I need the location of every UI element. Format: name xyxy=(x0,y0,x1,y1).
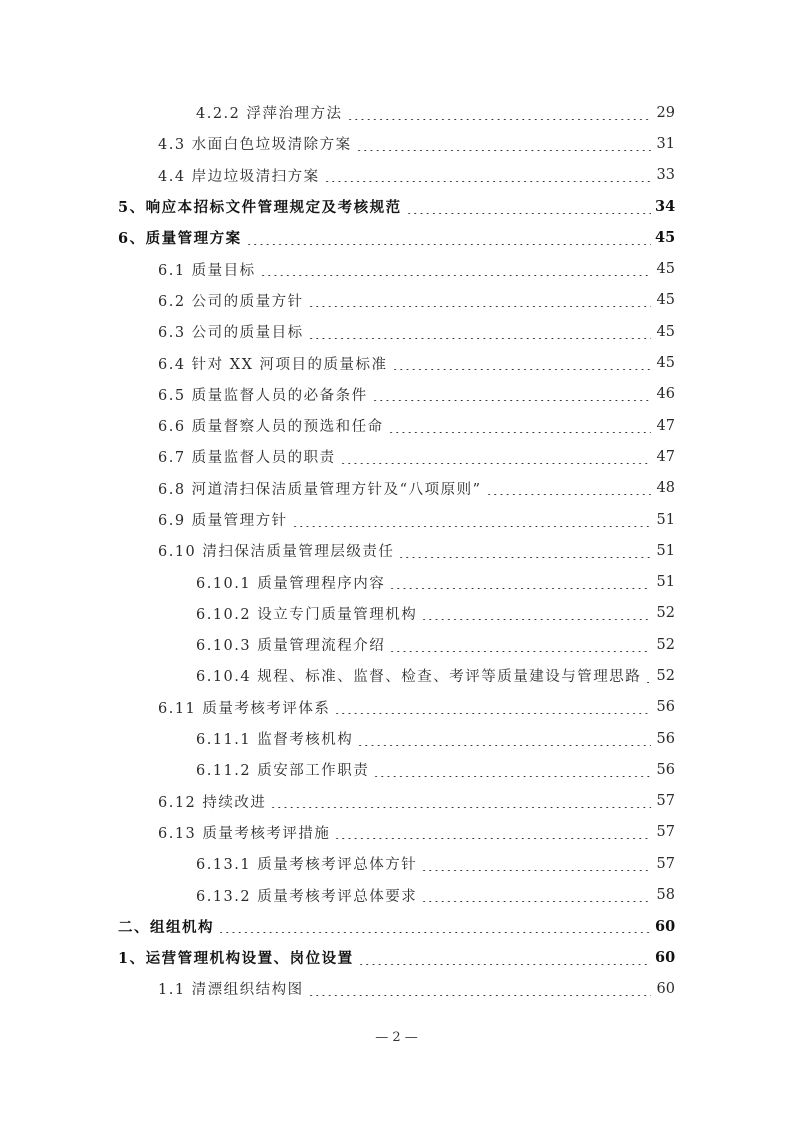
dot-leader xyxy=(308,293,651,307)
dot-leader xyxy=(388,419,651,433)
toc-entry-page: 34 xyxy=(655,198,676,216)
toc-entry-title: 6.13 质量考核考评措施 xyxy=(158,825,331,842)
toc-entry-page: 48 xyxy=(656,480,675,497)
toc-entry-page: 60 xyxy=(656,980,675,997)
dot-leader xyxy=(373,763,651,777)
dot-leader xyxy=(347,106,651,120)
toc-entry-title: 6.1 质量目标 xyxy=(158,262,256,279)
dot-leader xyxy=(406,200,651,214)
toc-entry-page: 57 xyxy=(656,824,675,841)
toc-entry[interactable] xyxy=(0,316,793,347)
toc-entry-title: 6.13.2 质量考核考评总体要求 xyxy=(196,888,418,905)
toc-entry-title: 6.7 质量监督人员的职责 xyxy=(158,450,336,467)
dot-leader xyxy=(308,982,651,996)
toc-entry-page: 52 xyxy=(656,667,675,684)
toc-entry-title: 6.10.3 质量管理流程介绍 xyxy=(196,638,386,655)
dot-leader xyxy=(486,481,652,495)
toc-entry-page: 60 xyxy=(655,949,676,967)
dot-leader xyxy=(270,794,651,808)
toc-entry-title: 5、响应本招标文件管理规定及考核规范 xyxy=(118,199,402,217)
toc-entry[interactable] xyxy=(0,848,793,879)
toc-entry[interactable] xyxy=(0,128,793,159)
toc-entry[interactable] xyxy=(0,660,793,691)
page-number: — 2 — xyxy=(375,1030,418,1045)
dot-leader xyxy=(372,387,651,401)
toc-entry[interactable] xyxy=(0,347,793,378)
toc-entry[interactable] xyxy=(0,535,793,566)
toc-entry-page: 51 xyxy=(656,542,675,559)
toc-entry[interactable] xyxy=(0,160,793,191)
toc-entry-page: 45 xyxy=(656,323,675,340)
dot-leader xyxy=(389,638,651,652)
toc-entry-page: 57 xyxy=(656,855,675,872)
toc-entry-page: 46 xyxy=(656,386,675,403)
toc-entry-page: 45 xyxy=(656,261,675,278)
dot-leader xyxy=(357,732,651,746)
toc-entry-title: 二、组组机构 xyxy=(118,918,214,936)
toc-entry-title: 6.10.1 质量管理程序内容 xyxy=(196,575,386,592)
toc-entry[interactable] xyxy=(0,222,793,253)
toc-entry[interactable] xyxy=(0,379,793,410)
dot-leader xyxy=(260,262,651,276)
toc-entry-title: 6.9 质量管理方针 xyxy=(158,513,288,529)
toc-entry[interactable] xyxy=(0,942,793,973)
dot-leader xyxy=(645,669,651,683)
toc-entry-title: 4.3 水面白色垃圾清除方案 xyxy=(158,137,352,154)
toc-entry-page: 45 xyxy=(655,229,676,247)
toc-entry-title: 6.10.2 设立专门质量管理机构 xyxy=(196,606,418,623)
toc-entry-title: 6.12 持续改进 xyxy=(158,794,267,811)
toc-entry-title: 1、运营管理机构设置、岗位设置 xyxy=(118,950,354,968)
dot-leader xyxy=(292,513,651,527)
toc-entry[interactable] xyxy=(0,786,793,817)
toc-entry-page: 47 xyxy=(656,448,675,465)
toc-entry[interactable] xyxy=(0,410,793,441)
toc-entry-page: 60 xyxy=(655,917,676,935)
toc-entry-page: 31 xyxy=(656,135,675,152)
toc-entry-title: 4.4 岸边垃圾清扫方案 xyxy=(158,168,320,185)
dot-leader xyxy=(358,951,651,965)
toc-entry-title: 6.6 质量督察人员的预选和任命 xyxy=(158,419,384,436)
toc-entry-title: 6.13.1 质量考核考评总体方针 xyxy=(196,857,418,874)
dot-leader xyxy=(421,888,651,902)
toc-entry-page: 29 xyxy=(656,104,675,121)
toc-entry-page: 47 xyxy=(656,417,675,434)
toc-entry[interactable] xyxy=(0,253,793,284)
toc-entry-page: 52 xyxy=(656,605,675,622)
toc-entry-title: 6.4 针对 XX 河项目的质量标准 xyxy=(158,356,388,373)
toc-entry[interactable] xyxy=(0,441,793,472)
dot-leader xyxy=(340,450,651,464)
toc-entry-title: 4.2.2 浮萍治理方法 xyxy=(196,106,343,123)
toc-entry[interactable] xyxy=(0,973,793,1004)
toc-entry[interactable] xyxy=(0,285,793,316)
toc-entry-title: 1.1 清漂组织结构图 xyxy=(158,982,304,999)
toc-entry-page: 56 xyxy=(656,761,675,778)
toc-entry-title: 6.11 质量考核考评体系 xyxy=(158,700,331,717)
toc-entry-page: 33 xyxy=(656,167,675,184)
dot-leader xyxy=(324,168,651,182)
toc-entry-title: 6.10 清扫保洁质量管理层级责任 xyxy=(158,544,395,561)
dot-leader xyxy=(334,825,651,839)
toc-entry[interactable] xyxy=(0,817,793,848)
toc-entry-title: 6.11.2 质安部工作职责 xyxy=(196,763,370,780)
toc-entry-page: 52 xyxy=(656,636,675,653)
dot-leader xyxy=(308,325,651,339)
toc-entry[interactable] xyxy=(0,598,793,629)
toc-entry[interactable] xyxy=(0,191,793,222)
toc-entry-title: 6.11.1 监督考核机构 xyxy=(196,732,354,749)
toc-entry-title: 6.3 公司的质量目标 xyxy=(158,325,304,342)
toc-entry[interactable] xyxy=(0,723,793,754)
dot-leader xyxy=(218,919,651,933)
toc-entry[interactable] xyxy=(0,566,793,597)
dot-leader xyxy=(392,356,651,370)
dot-leader xyxy=(398,544,651,558)
toc-entry[interactable] xyxy=(0,879,793,910)
toc-entry-page: 58 xyxy=(656,887,675,904)
toc-entry-page: 45 xyxy=(656,292,675,309)
dot-leader xyxy=(389,575,651,589)
dot-leader xyxy=(246,231,651,245)
toc-entry[interactable] xyxy=(0,473,793,504)
toc-entry-title: 6、质量管理方案 xyxy=(118,230,242,248)
dot-leader xyxy=(356,137,651,151)
toc-entry-page: 56 xyxy=(656,730,675,747)
toc-entry-title: 6.5 质量监督人员的必备条件 xyxy=(158,387,368,404)
toc-entry[interactable] xyxy=(0,911,793,942)
toc-entry-title: 6.10.4 规程、标准、监督、检查、考评等质量建设与管理思路 xyxy=(196,669,642,686)
toc-entry-page: 51 xyxy=(656,511,675,528)
toc-entry[interactable] xyxy=(0,754,793,785)
toc-entry-title: 6.8 河道清扫保洁质量管理方针及“八项原则” xyxy=(158,481,482,498)
toc-entry[interactable] xyxy=(0,692,793,723)
toc-entry-page: 56 xyxy=(656,699,675,716)
toc-entry[interactable] xyxy=(0,504,793,535)
toc-entry[interactable] xyxy=(0,629,793,660)
toc-entry-title: 6.2 公司的质量方针 xyxy=(158,293,304,310)
toc-entry[interactable] xyxy=(0,97,793,128)
toc-entry-page: 45 xyxy=(656,355,675,372)
toc-entry-page: 51 xyxy=(656,574,675,591)
dot-leader xyxy=(421,857,651,871)
toc-entry-page: 57 xyxy=(656,793,675,810)
table-of-contents xyxy=(0,97,793,1005)
dot-leader xyxy=(334,700,651,714)
dot-leader xyxy=(421,606,651,620)
